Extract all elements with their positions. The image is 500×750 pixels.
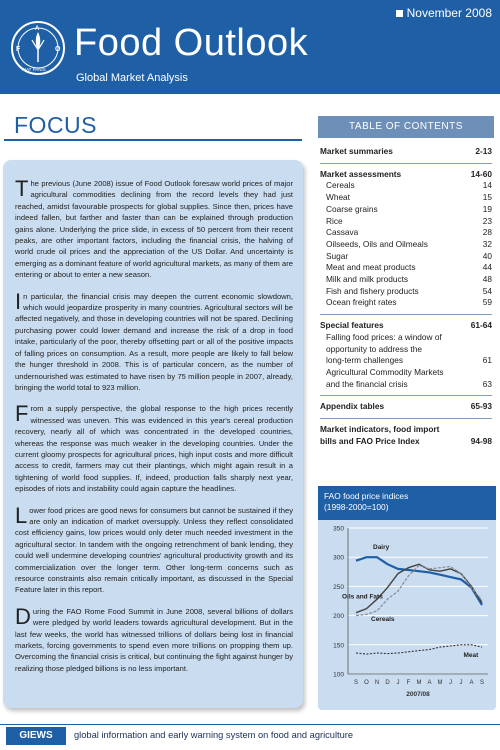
x-tick-label: M [416, 680, 422, 686]
toc-entry-market-assessments[interactable] [320, 169, 492, 181]
toc-page: 15 [482, 192, 492, 203]
paragraph-text: he previous (June 2008) issue of Food Outlook foresaw world prices of major agricultural commodities declining from the record levels they had just reached, amidst favourable prospects for global supplies. Since then, prices have indeed fallen, but farther and faster than can be explained through production gains alone. Underlying the price slide, in excess of 50 percent from their recent peaks, are other important factors, including the financial crisis, the halving of world crude oil prices and the appreciation of the US Dollar. And uncertainty is emerging as a dominant feature of world agricultural markets, as many of them are entering or about to enter a new season. [15, 179, 293, 280]
x-axis-label: 2007/08 [406, 691, 430, 698]
masthead [0, 0, 500, 94]
toc-pages: 61-64 [470, 320, 492, 331]
paragraph-text: n particular, the financial crisis may deepen the current economic slowdown, which would jeopardize prosperity in many countries. Agricultural sectors will be affected negatively, and those in developing countries will not be spared. Declining purchasing power could lower demand and increase the risk of a drop in food intake, particularly of the poor, thereby offsetting part or all of the positive impacts of falling prices on consumption. As a result, more people are likely to fall below the hunger threshold in 2008. This is of particular concern, as the number of undernourished was estimated to have risen by 75 million people in 2007, already, bringing the world total to 923 million. [15, 291, 293, 392]
toc-item[interactable] [320, 227, 492, 239]
x-tick-label: D [385, 680, 390, 686]
toc-label: Appendix tables [320, 401, 385, 412]
fao-logo-icon [10, 20, 66, 76]
toc-label: Fish and fishery products [326, 285, 419, 296]
toc-item[interactable] [320, 274, 492, 286]
focus-article [3, 160, 303, 708]
toc-page: 14 [482, 180, 492, 191]
toc-label: Cereals [326, 180, 355, 191]
toc-label-line: Falling food prices: a window of [326, 331, 442, 342]
y-tick-label: 350 [333, 525, 344, 533]
article-paragraph [15, 178, 293, 281]
toc-label-row [320, 355, 492, 367]
article-paragraph [15, 603, 293, 674]
paragraph-text: uring the FAO Rome Food Summit in June 2008, several billions of dollars were pledged by world leaders towards agricultural development. But in the last few weeks, the world has witnessed trillions of dollars being lost in financial markets, forcing governments to spend even more trillions on propping them up. Overcoming the financial crisis is critical, but continuing the fight against hunger by realizing those pledged billions is no less important. [15, 606, 293, 673]
series-label: Meat [463, 651, 479, 659]
chart-subtitle: (1998-2000=100) [324, 502, 389, 512]
toc-item[interactable] [320, 297, 492, 309]
series-line-cereals [356, 565, 482, 615]
toc-item[interactable] [320, 286, 492, 298]
toc-page: 54 [482, 285, 492, 296]
toc-pages: 65-93 [470, 401, 492, 412]
toc-pages: 2-13 [475, 146, 492, 156]
toc-entry-special-features[interactable] [320, 320, 492, 332]
toc-page: 44 [482, 262, 492, 273]
x-tick-label: M [437, 680, 443, 686]
publication-subtitle: Global Market Analysis [76, 72, 188, 84]
article-paragraph [15, 403, 293, 494]
bullet-square-icon [396, 10, 403, 17]
toc-label: Wheat [326, 192, 350, 203]
x-tick-label: J [459, 680, 463, 686]
toc-item[interactable] [320, 262, 492, 274]
toc-page: 61 [482, 355, 492, 366]
article-paragraph [15, 288, 293, 394]
x-tick-label: O [364, 680, 369, 686]
toc-page: 40 [482, 250, 492, 261]
x-tick-label: J [449, 680, 452, 686]
toc-entry-market-indicators[interactable] [320, 424, 492, 447]
toc-label-line: opportunity to address the [326, 343, 422, 354]
chart-plot [318, 520, 496, 710]
toc-label-row [320, 436, 492, 448]
issue-date [396, 6, 492, 20]
drop-cap: L [15, 502, 28, 528]
toc-label: Market assessments [320, 168, 402, 179]
logo-motto: FIAT PANIS [22, 67, 46, 72]
focus-underline [4, 139, 302, 141]
issue-date-text: November 2008 [406, 6, 492, 20]
header-divider [0, 94, 500, 96]
x-tick-label: F [406, 680, 411, 686]
logo-letter: A [35, 26, 40, 32]
logo-letter: F [16, 46, 21, 53]
price-index-chart [318, 486, 496, 710]
drop-cap: T [15, 176, 29, 201]
toc-label: Ocean freight rates [326, 297, 397, 308]
x-tick-label: A [469, 680, 474, 686]
toc-heading: TABLE OF CONTENTS [318, 116, 494, 138]
toc-page: 48 [482, 274, 492, 285]
toc-item-special-2[interactable] [320, 367, 492, 390]
footer-tagline: global information and early warning system on food and agriculture [74, 730, 354, 740]
y-tick-label: 250 [333, 583, 344, 591]
toc-page: 32 [482, 238, 492, 249]
logo-letter: O [55, 46, 61, 53]
toc-label: Cassava [326, 227, 359, 238]
toc-divider [320, 395, 492, 396]
toc-item[interactable] [320, 216, 492, 228]
toc-label: Milk and milk products [326, 274, 409, 285]
toc-page: 23 [482, 215, 492, 226]
toc-label-line: Agricultural Commodity Markets [326, 366, 444, 377]
toc-pages: 94-98 [470, 435, 492, 446]
toc-item[interactable] [320, 204, 492, 216]
toc-item[interactable] [320, 192, 492, 204]
toc-page: 28 [482, 227, 492, 238]
y-tick-label: 150 [333, 642, 344, 650]
toc-item[interactable] [320, 180, 492, 192]
x-tick-label: A [427, 680, 432, 686]
series-label: Dairy [373, 544, 390, 552]
toc-divider [320, 314, 492, 315]
toc-item[interactable] [320, 239, 492, 251]
drop-cap: D [15, 603, 31, 629]
toc-pages: 14-60 [470, 168, 492, 179]
series-label: Cereals [371, 615, 395, 623]
toc-label-line: bills and FAO Price Index [320, 435, 420, 446]
toc-entry-market-summaries[interactable] [320, 146, 492, 158]
x-tick-label: J [396, 680, 400, 686]
y-tick-label: 200 [333, 613, 344, 621]
toc-label: Meat and meat products [326, 262, 416, 273]
footer [0, 724, 500, 750]
toc-page: 19 [482, 203, 492, 214]
y-tick-label: 300 [333, 554, 344, 562]
toc-label: Oilseeds, Oils and Oilmeals [326, 238, 428, 249]
toc-label-line: long-term challenges [326, 355, 404, 366]
drop-cap: I [15, 288, 22, 314]
toc-label: Rice [326, 215, 343, 226]
toc-label: Coarse grains [326, 203, 378, 214]
toc-item[interactable] [320, 251, 492, 263]
toc-entry-appendix[interactable] [320, 401, 492, 413]
chart-title: FAO food price indices [324, 491, 409, 501]
toc-label: Special features [320, 320, 384, 331]
toc-page: 59 [482, 297, 492, 308]
toc-divider [320, 418, 492, 419]
x-tick-label: S [353, 680, 359, 686]
toc-divider [320, 163, 492, 164]
publication-title: Food Outlook [74, 22, 309, 64]
focus-heading: FOCUS [14, 112, 97, 138]
toc-label-line: and the financial crisis [326, 378, 408, 389]
giews-badge: GIEWS [6, 727, 66, 745]
y-tick-label: 100 [333, 671, 344, 679]
table-of-contents [320, 146, 492, 447]
toc-label-line: Market indicators, food import [320, 424, 440, 435]
paragraph-text: rom a supply perspective, the global response to the high prices recently witnessed was uneven. This was evidenced in this year's cereal production recovery, nearly all of which was concentrated in the developed countries, whereas the response was much weaker in the developing countries. Under the current gloomy prospects for agricultural prices, high input costs and more difficult access to credit, farmers may cut their plantings, which might again result in a tightening of world food supplies. If, indeed, production falls sharply next year, episodes of riots and instability could again capture the headlines. [15, 404, 293, 494]
series-label: Oils and Fats [342, 593, 383, 601]
toc-page: 63 [482, 378, 492, 389]
x-tick-label: S [479, 680, 485, 686]
toc-label: Sugar [326, 250, 349, 261]
toc-label-row [320, 379, 492, 391]
x-tick-label: N [374, 680, 380, 686]
drop-cap: F [15, 401, 29, 427]
toc-label: Market summaries [320, 146, 393, 156]
chart-title-bar [318, 486, 496, 520]
toc-item-special-1[interactable] [320, 332, 492, 367]
article-paragraph [15, 502, 293, 596]
paragraph-text: ower food prices are good news for consumers but cannot be sustained if they are only an indication of market oversupply. Unless they reflect consolidated cost efficiency gains, low prices would only deter much needed investment in the agricultural sector. In tandem with the ongoing retrenchment of bank lending, they could well undermine developing countries' agricultural productivity growth and its commercialization over the longer term. Other long-term concerns such as resource constraints also remain critically important, as discussed in the Special Feature later in this report. [15, 505, 293, 595]
